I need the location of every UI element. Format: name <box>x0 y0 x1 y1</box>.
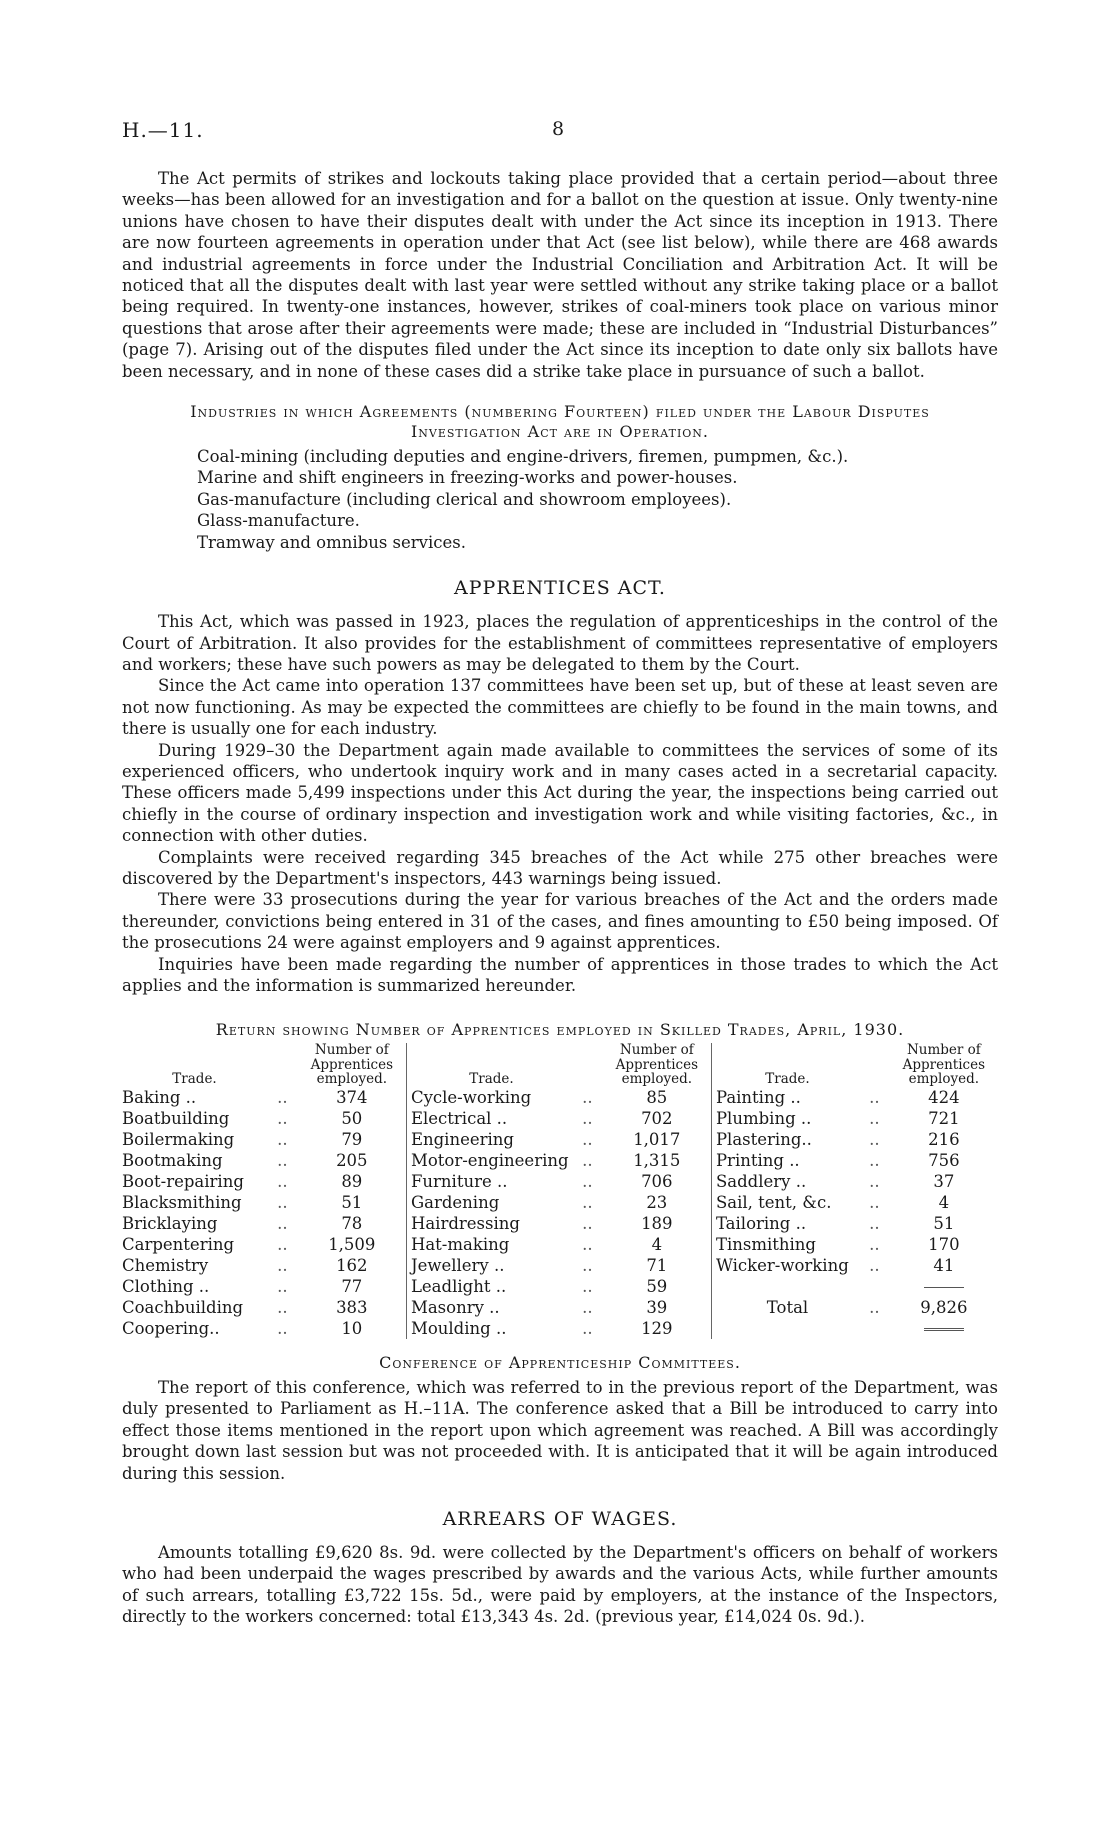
table-header-row <box>122 1043 998 1087</box>
table-row <box>122 1276 998 1297</box>
count-cell: 4 <box>938 1192 950 1212</box>
total-rule <box>890 1276 998 1297</box>
table-row <box>122 1213 998 1234</box>
leader-dots <box>859 1276 890 1297</box>
leader-dots: .. <box>869 1087 880 1107</box>
trade-cell: Electrical .. <box>406 1108 572 1129</box>
count-cell: 51 <box>341 1192 363 1212</box>
leader-dots: .. <box>277 1255 288 1275</box>
trade-cell: Bricklaying <box>122 1213 218 1233</box>
leader-dots: .. <box>582 1087 593 1107</box>
total-label <box>711 1276 859 1297</box>
col-header-trade: Trade. <box>172 1071 217 1088</box>
count-cell: 51 <box>933 1213 955 1233</box>
paragraph: Since the Act came into operation 137 committees have been set up, but of these at least seven are not now functioning. As may be expected the committees are chiefly to be found in the main towns, and there is usually one for each industry. <box>122 676 998 739</box>
trade-cell: Gardening <box>406 1192 572 1213</box>
industries-list <box>197 446 998 553</box>
trade-cell: Blacksmithing <box>122 1192 242 1212</box>
page-content <box>122 168 998 1628</box>
apprentices-table-body <box>122 1087 998 1339</box>
page-number: 8 <box>552 118 565 140</box>
table-row <box>122 1234 998 1255</box>
leader-dots: .. <box>277 1213 288 1233</box>
conference-heading-text: Conference of Apprenticeship Committees. <box>379 1352 741 1372</box>
leader-dots: .. <box>869 1213 880 1233</box>
table-row <box>122 1171 998 1192</box>
trade-cell: Plumbing .. <box>711 1108 859 1129</box>
leader-dots: .. <box>277 1234 288 1254</box>
document-reference: H.—11. <box>122 118 204 142</box>
paragraph: There were 33 prosecutions during the year for various breaches of the Act and the orders made thereunder, convictions being entered in 31 of the cases, and fines amounting to £50 being imposed. Of the prosecutions 24 were against employers and 9 against apprentices. <box>122 890 998 953</box>
trade-cell: Plastering.. <box>711 1129 859 1150</box>
table-row <box>122 1192 998 1213</box>
list-item: Marine and shift engineers in freezing-works and power-houses. <box>197 468 738 488</box>
paragraph: This Act, which was passed in 1923, places the regulation of apprenticeships in the control of the Court of Arbitration. It also provides for the establishment of committees representative of employers and workers; these have such powers as may be delegated to them by the Court. <box>122 612 998 674</box>
apprentices-act-title: APPRENTICES ACT. <box>454 577 666 600</box>
count-cell: 41 <box>933 1255 955 1275</box>
paragraph: Inquiries have been made regarding the number of apprentices in those trades to which the Act applies and the information is summarized hereunder. <box>122 954 998 995</box>
industries-heading-line2: Investigation Act are in Operation. <box>410 422 710 442</box>
leader-dots: .. <box>869 1108 880 1128</box>
leader-dots: .. <box>869 1255 880 1275</box>
count-cell: 706 <box>641 1171 673 1191</box>
col-header-trade: Trade. <box>711 1043 859 1087</box>
leader-dots: .. <box>277 1129 288 1149</box>
total-value: 9,826 <box>920 1297 968 1317</box>
count-cell: 1,315 <box>633 1150 681 1170</box>
trade-cell: Clothing .. <box>122 1276 210 1296</box>
table-row <box>122 1108 998 1129</box>
trade-cell: Jewellery .. <box>406 1255 572 1276</box>
count-cell: 77 <box>341 1276 363 1296</box>
total-label: Total <box>711 1297 859 1318</box>
count-cell: 10 <box>341 1318 363 1338</box>
list-item: Tramway and omnibus services. <box>197 532 466 552</box>
count-cell: 702 <box>641 1108 673 1128</box>
count-cell: 189 <box>641 1213 673 1233</box>
count-cell: 383 <box>336 1297 368 1317</box>
trade-cell: Tailoring .. <box>711 1213 859 1234</box>
leader-dots: .. <box>277 1276 288 1296</box>
count-cell: 756 <box>928 1150 960 1170</box>
count-cell: 129 <box>641 1318 673 1338</box>
leader-dots: .. <box>582 1276 593 1296</box>
leader-dots: .. <box>582 1213 593 1233</box>
total-double-rule <box>890 1318 998 1339</box>
leader-dots: .. <box>869 1129 880 1149</box>
leader-dots <box>859 1318 890 1339</box>
trade-cell: Cycle-working <box>406 1087 572 1108</box>
table-row <box>122 1255 998 1276</box>
leader-dots: .. <box>582 1150 593 1170</box>
trade-cell: Baking .. <box>122 1087 197 1107</box>
list-item: Gas-manufacture (including clerical and showroom employees). <box>197 489 732 509</box>
trade-cell: Furniture .. <box>406 1171 572 1192</box>
apprentices-table <box>122 1043 998 1339</box>
return-table-title: Return showing Number of Apprentices employed in Skilled Trades, April, 1930. <box>215 1020 905 1040</box>
leader-dots: .. <box>869 1150 880 1170</box>
leader-dots: .. <box>277 1297 288 1317</box>
intro-paragraph: The Act permits of strikes and lockouts taking place provided that a certain period—about three weeks—has been allowed for an investigation and for a ballot on the question at issue. Only twenty-nine unions have chosen to have their disputes dealt with under the Act since its inception in 1913. There are now fourteen agreements in operation under that Act (see list below), while there are 468 awards and industrial agreements in force under the Industrial Conciliation and Arbitration Act. It will be noticed that all the disputes dealt with last year were settled without any strike taking place or a ballot being required. In twenty-one instances, however, strikes of coal-miners took place on various minor questions that arose after their agreements were made; these are included in “Industrial Disturbances” (page 7). Arising out of the disputes filed under the Act since its inception to date only six ballots have been necessary, and in none of these cases did a strike take place in pursuance of such a ballot. <box>122 169 998 381</box>
trade-cell: Moulding .. <box>406 1318 572 1339</box>
trade-cell: Coachbuilding <box>122 1297 244 1317</box>
list-item: Coal-mining (including deputies and engine-drivers, firemen, pumpmen, &c.). <box>197 447 849 467</box>
conference-heading <box>122 1353 998 1373</box>
col-header-number: Number of Apprentices employed. <box>615 1042 699 1088</box>
trade-cell: Wicker-working <box>711 1255 859 1276</box>
trade-cell: Sail, tent, &c. <box>711 1192 859 1213</box>
count-cell: 1,509 <box>328 1234 376 1254</box>
count-cell: 1,017 <box>633 1129 681 1149</box>
count-cell: 50 <box>341 1108 363 1128</box>
trade-cell: Saddlery .. <box>711 1171 859 1192</box>
industries-heading <box>122 402 998 442</box>
leader-dots: .. <box>582 1297 593 1317</box>
list-item: Glass-manufacture. <box>197 511 360 531</box>
trade-cell: Boot-repairing <box>122 1171 244 1191</box>
trade-cell: Motor-engineering <box>406 1150 572 1171</box>
trade-cell: Tinsmithing <box>711 1234 859 1255</box>
trade-cell: Painting .. <box>711 1087 859 1108</box>
trade-cell: Masonry .. <box>406 1297 572 1318</box>
col-header-trade: Trade. <box>406 1043 572 1087</box>
trade-cell: Boilermaking <box>122 1129 235 1149</box>
trade-cell: Engineering <box>406 1129 572 1150</box>
leader-dots: .. <box>277 1108 288 1128</box>
paragraph: Complaints were received regarding 345 breaches of the Act while 275 other breaches were discovered by the Department's inspectors, 443 warnings being issued. <box>122 847 998 888</box>
leader-dots: .. <box>582 1255 593 1275</box>
leader-dots: .. <box>277 1192 288 1212</box>
count-cell: 85 <box>646 1087 668 1107</box>
count-cell: 39 <box>646 1297 668 1317</box>
count-cell: 78 <box>341 1213 363 1233</box>
count-cell: 79 <box>341 1129 363 1149</box>
table-row <box>122 1318 998 1339</box>
count-cell: 162 <box>336 1255 368 1275</box>
trade-cell: Chemistry <box>122 1255 209 1275</box>
leader-dots: .. <box>869 1297 880 1317</box>
trade-cell: Hairdressing <box>406 1213 572 1234</box>
count-cell: 721 <box>928 1108 960 1128</box>
arrears-title: ARREARS OF WAGES. <box>442 1507 678 1530</box>
col-header-number: Number of Apprentices employed. <box>902 1042 986 1088</box>
trade-cell: Printing .. <box>711 1150 859 1171</box>
table-row <box>122 1150 998 1171</box>
leader-dots: .. <box>277 1087 288 1107</box>
table-row <box>122 1129 998 1150</box>
count-cell: 4 <box>651 1234 663 1254</box>
leader-dots: .. <box>582 1234 593 1254</box>
industries-heading-line1: Industries in which Agreements (numbering Fourteen) filed under the Labour Disputes <box>190 402 930 422</box>
leader-dots: .. <box>582 1171 593 1191</box>
count-cell: 374 <box>336 1087 368 1107</box>
leader-dots: .. <box>277 1150 288 1170</box>
count-cell: 424 <box>928 1087 960 1107</box>
count-cell: 71 <box>646 1255 668 1275</box>
count-cell: 216 <box>928 1129 960 1149</box>
leader-dots: .. <box>277 1318 288 1338</box>
table-row <box>122 1087 998 1108</box>
page-header <box>122 118 998 148</box>
trade-cell: Carpentering <box>122 1234 235 1254</box>
leader-dots: .. <box>869 1234 880 1254</box>
leader-dots: .. <box>277 1171 288 1191</box>
trade-cell: Leadlight .. <box>406 1276 572 1297</box>
trade-cell: Bootmaking <box>122 1150 223 1170</box>
leader-dots: .. <box>869 1171 880 1191</box>
count-cell: 23 <box>646 1192 668 1212</box>
trade-cell: Coopering.. <box>122 1318 220 1338</box>
count-cell: 59 <box>646 1276 668 1296</box>
leader-dots: .. <box>582 1318 593 1338</box>
conference-paragraph: The report of this conference, which was referred to in the previous report of the Department, was duly presented to Parliament as H.–11A. The conference asked that a Bill be introduced to carry into effect those items mentioned in the report upon which agreement was reached. A Bill was accordingly brought down last session but was not proceeded with. It is anticipated that it will be again introduced during this session. <box>122 1377 998 1483</box>
total-label <box>711 1318 859 1339</box>
count-cell: 170 <box>928 1234 960 1254</box>
paragraph: During 1929–30 the Department again made available to committees the services of some of its experienced officers, who undertook inquiry work and in many cases acted in a secretarial capacity. These officers made 5,499 inspections under this Act during the year, the inspections being carried out chiefly in the course of ordinary inspection and investigation work and while visiting factories, &c., in connection with other duties. <box>122 740 998 846</box>
count-cell: 205 <box>336 1150 368 1170</box>
leader-dots: .. <box>582 1192 593 1212</box>
table-row <box>122 1297 998 1318</box>
leader-dots: .. <box>869 1192 880 1212</box>
leader-dots: .. <box>582 1129 593 1149</box>
count-cell: 37 <box>933 1171 955 1191</box>
trade-cell: Hat-making <box>406 1234 572 1255</box>
trade-cell: Boatbuilding <box>122 1108 230 1128</box>
arrears-paragraph: Amounts totalling £9,620 8s. 9d. were collected by the Department's officers on behalf of workers who had been underpaid the wages prescribed by awards and the various Acts, while further amounts of such arrears, totalling £3,722 15s. 5d., were paid by employers, at the instance of the Inspectors, directly to the workers concerned: total £13,343 4s. 2d. (previous year, £14,024 0s. 9d.). <box>122 1542 998 1627</box>
col-header-number: Number of Apprentices employed. <box>310 1042 394 1088</box>
count-cell: 89 <box>341 1171 363 1191</box>
leader-dots: .. <box>582 1108 593 1128</box>
